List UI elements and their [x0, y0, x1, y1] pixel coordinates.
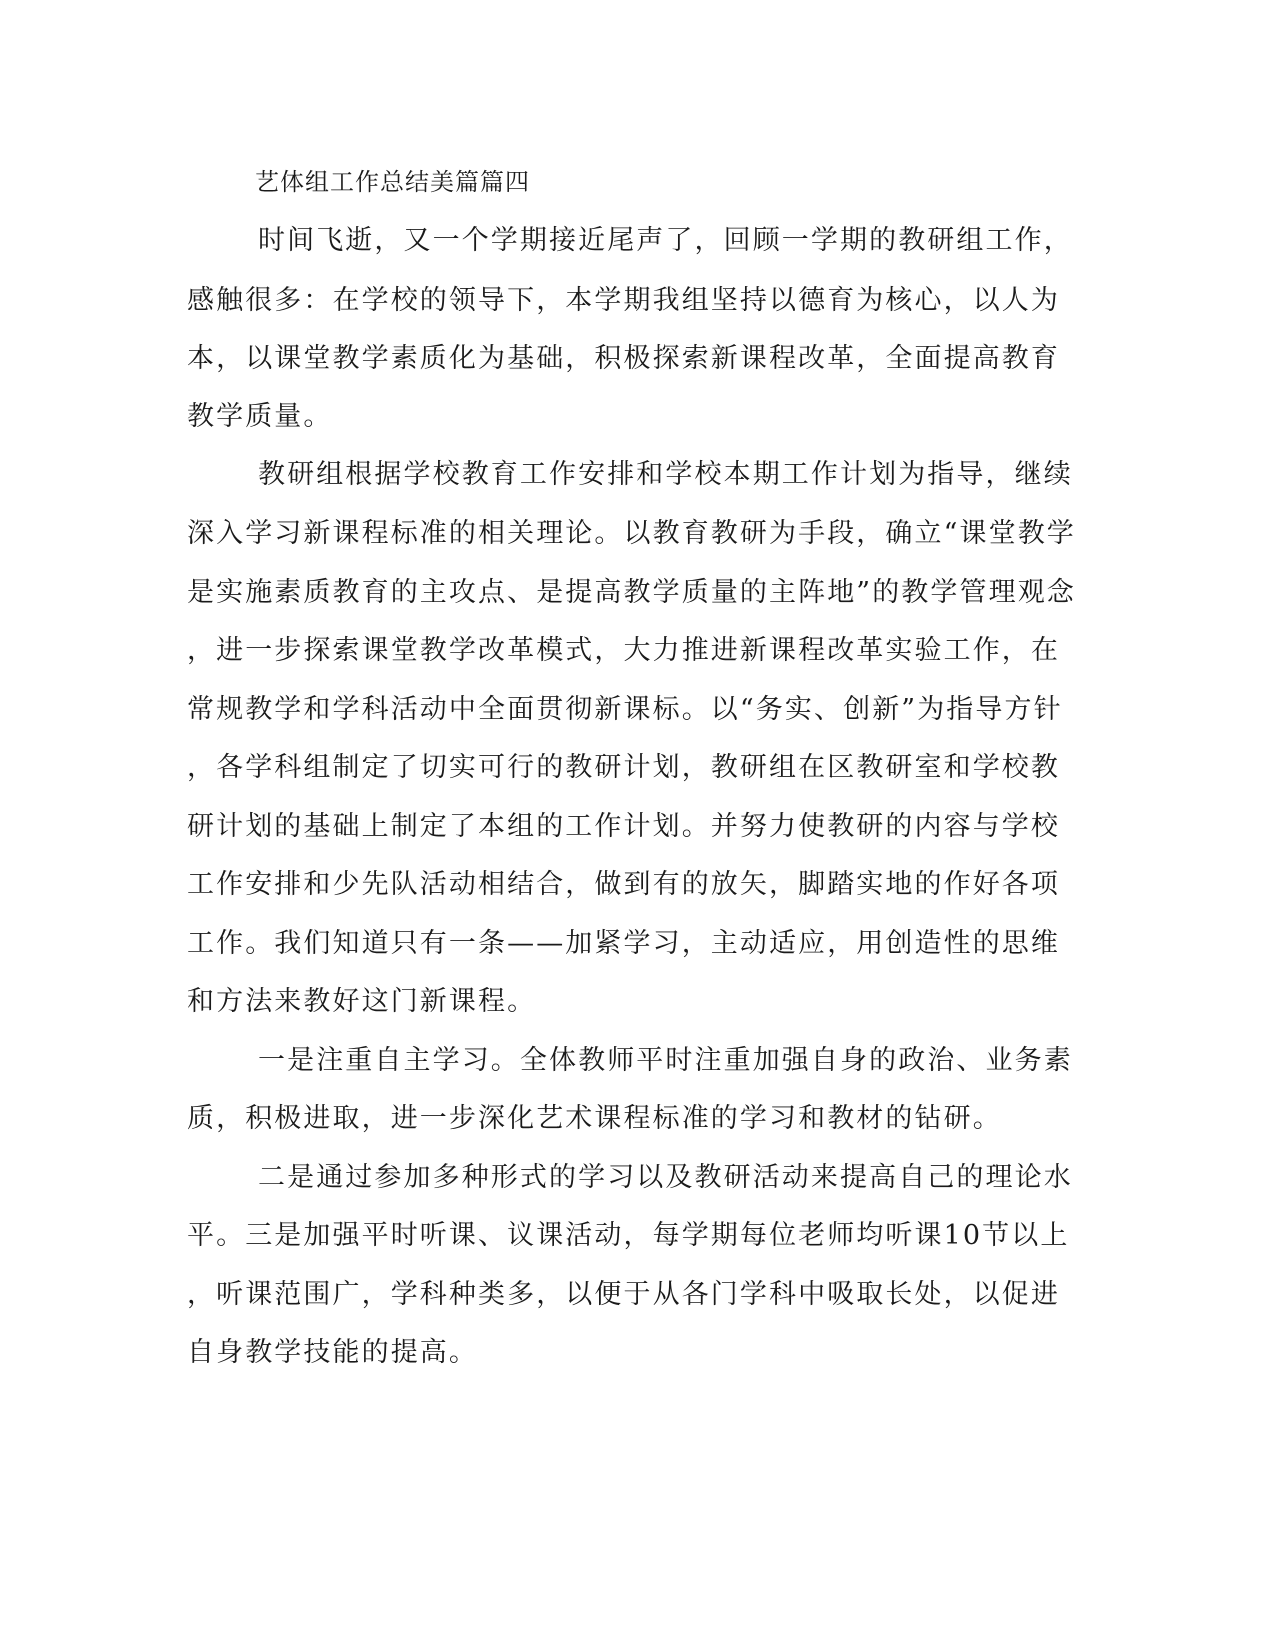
text-line: ，进一步探索课堂教学改革模式，大力推进新课程改革实验工作，在 [187, 635, 1060, 666]
text-line: 质，积极进取，进一步深化艺术课程标准的学习和教材的钻研。 [187, 1103, 1002, 1134]
text-line: 教研组根据学校教育工作安排和学校本期工作计划为指导，继续 [258, 459, 1073, 490]
text-line: 平。三是加强平时听课、议课活动，每学期每位老师均听课10节以上 [187, 1220, 1070, 1251]
text-line: ，各学科组制定了切实可行的教研计划，教研组在区教研室和学校教 [187, 752, 1060, 783]
text-line: 研计划的基础上制定了本组的工作计划。并努力使教研的内容与学校 [187, 811, 1060, 842]
text-line: 自身教学技能的提高。 [187, 1337, 478, 1368]
text-line: ，听课范围广，学科种类多，以便于从各门学科中吸取长处，以促进 [187, 1279, 1060, 1310]
text-line: 和方法来教好这门新课程。 [187, 986, 537, 1017]
document-title: 艺体组工作总结美篇篇四 [255, 168, 530, 196]
text-line: 工作安排和少先队活动相结合，做到有的放矢，脚踏实地的作好各项 [187, 869, 1060, 900]
text-line: 常规教学和学科活动中全面贯彻新课标。以“务实、创新”为指导方针 [187, 694, 1063, 725]
text-line: 是实施素质教育的主攻点、是提高教学质量的主阵地”的教学管理观念 [187, 577, 1076, 608]
text-line: 教学质量。 [187, 401, 333, 432]
text-line: 时间飞逝，又一个学期接近尾声了，回顾一学期的教研组工作， [258, 225, 1073, 256]
text-line: 工作。我们知道只有一条——加紧学习，主动适应，用创造性的思维 [187, 928, 1060, 959]
text-line: 感触很多：在学校的领导下，本学期我组坚持以德育为核心，以人为 [187, 285, 1060, 316]
text-line: 深入学习新课程标准的相关理论。以教育教研为手段，确立“课堂教学 [187, 518, 1076, 549]
text-line: 本，以课堂教学素质化为基础，积极探索新课程改革，全面提高教育 [187, 343, 1060, 374]
text-line: 二是通过参加多种形式的学习以及教研活动来提高自己的理论水 [258, 1162, 1073, 1193]
text-line: 一是注重自主学习。全体教师平时注重加强自身的政治、业务素 [258, 1045, 1073, 1076]
